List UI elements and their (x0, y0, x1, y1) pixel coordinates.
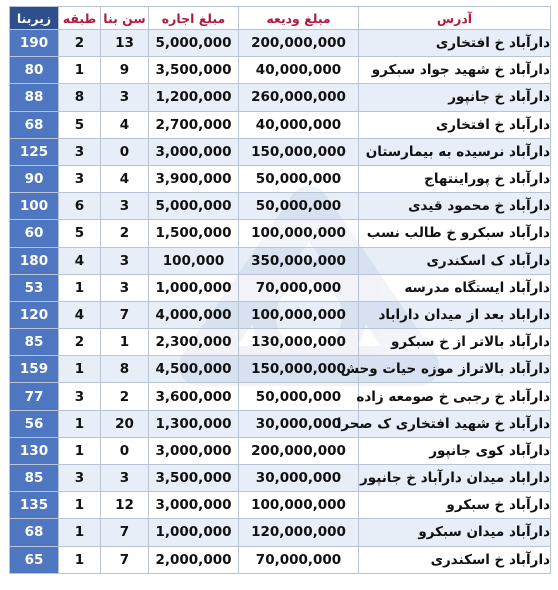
table-row (10, 220, 551, 247)
cell-area: 80 (10, 57, 59, 84)
cell-area: 56 (10, 410, 59, 437)
cell-address: دارآباد خ رجبی خ صومعه زاده (359, 383, 551, 410)
cell-rent: 1,000,000 (149, 274, 239, 301)
cell-age: 1 (101, 329, 149, 356)
cell-age: 3 (101, 247, 149, 274)
cell-deposit: 150,000,000 (239, 356, 359, 383)
table-row (10, 410, 551, 437)
cell-floor: 3 (59, 138, 101, 165)
cell-area: 68 (10, 519, 59, 546)
table-row (10, 165, 551, 192)
cell-floor: 3 (59, 465, 101, 492)
cell-area: 90 (10, 165, 59, 192)
cell-age: 8 (101, 356, 149, 383)
cell-rent: 3,500,000 (149, 57, 239, 84)
table-row (10, 274, 551, 301)
cell-deposit: 120,000,000 (239, 519, 359, 546)
cell-rent: 2,300,000 (149, 329, 239, 356)
cell-rent: 5,000,000 (149, 30, 239, 57)
cell-deposit: 150,000,000 (239, 138, 359, 165)
cell-area: 159 (10, 356, 59, 383)
cell-address: دارآباد نرسیده به بیمارستان (359, 138, 551, 165)
table-row (10, 465, 551, 492)
cell-area: 180 (10, 247, 59, 274)
header-deposit: مبلغ ودیعه (239, 7, 359, 30)
cell-address: دارآباد خ جانپور (359, 84, 551, 111)
cell-age: 3 (101, 465, 149, 492)
cell-floor: 3 (59, 383, 101, 410)
table-row (10, 492, 551, 519)
cell-floor: 5 (59, 111, 101, 138)
cell-rent: 1,200,000 (149, 84, 239, 111)
listing-table-wrapper (9, 6, 550, 582)
cell-area: 100 (10, 193, 59, 220)
header-area: زیربنا (10, 7, 59, 30)
table-row (10, 84, 551, 111)
cell-floor: 1 (59, 57, 101, 84)
cell-age: 7 (101, 301, 149, 328)
cell-address: داراباد بعد از میدان داراباد (359, 301, 551, 328)
cell-floor: 1 (59, 519, 101, 546)
cell-rent: 3,000,000 (149, 138, 239, 165)
cell-address: دارآباد سبکرو خ طالب نسب (359, 220, 551, 247)
cell-rent: 3,000,000 (149, 492, 239, 519)
cell-area: 53 (10, 274, 59, 301)
cell-deposit: 40,000,000 (239, 111, 359, 138)
cell-age: 3 (101, 84, 149, 111)
cell-floor: 1 (59, 546, 101, 573)
cell-floor: 8 (59, 84, 101, 111)
table-row (10, 193, 551, 220)
table-row (10, 138, 551, 165)
cell-area: 88 (10, 84, 59, 111)
cell-rent: 3,000,000 (149, 437, 239, 464)
cell-deposit: 100,000,000 (239, 220, 359, 247)
cell-rent: 1,500,000 (149, 220, 239, 247)
cell-deposit: 30,000,000 (239, 465, 359, 492)
cell-address: دارآباد ک اسکندری (359, 247, 551, 274)
cell-floor: 1 (59, 356, 101, 383)
header-address: آدرس (359, 7, 551, 30)
cell-rent: 3,500,000 (149, 465, 239, 492)
cell-address: داراباد میدان دارآباد خ جانپور (359, 465, 551, 492)
cell-address: دارآباد ایستگاه مدرسه (359, 274, 551, 301)
cell-deposit: 50,000,000 (239, 383, 359, 410)
cell-age: 9 (101, 57, 149, 84)
table-row (10, 247, 551, 274)
table-row (10, 57, 551, 84)
cell-floor: 4 (59, 247, 101, 274)
table-row (10, 329, 551, 356)
cell-age: 4 (101, 165, 149, 192)
cell-area: 130 (10, 437, 59, 464)
cell-deposit: 260,000,000 (239, 84, 359, 111)
cell-rent: 5,000,000 (149, 193, 239, 220)
cell-address: دارآباد خ سبکرو (359, 492, 551, 519)
cell-floor: 4 (59, 301, 101, 328)
cell-address: دارآباد خ محمود قیدی (359, 193, 551, 220)
cell-age: 2 (101, 383, 149, 410)
cell-deposit: 100,000,000 (239, 492, 359, 519)
cell-floor: 2 (59, 329, 101, 356)
table-row (10, 546, 551, 573)
table-row (10, 30, 551, 57)
cell-age: 0 (101, 437, 149, 464)
cell-area: 65 (10, 546, 59, 573)
header-rent: مبلغ اجاره (149, 7, 239, 30)
cell-deposit: 100,000,000 (239, 301, 359, 328)
cell-floor: 1 (59, 274, 101, 301)
cell-age: 13 (101, 30, 149, 57)
cell-area: 77 (10, 383, 59, 410)
cell-area: 85 (10, 465, 59, 492)
table-row (10, 437, 551, 464)
cell-area: 125 (10, 138, 59, 165)
cell-deposit: 50,000,000 (239, 165, 359, 192)
cell-rent: 3,900,000 (149, 165, 239, 192)
cell-address: دارآباد خ شهید جواد سبکرو (359, 57, 551, 84)
cell-rent: 2,700,000 (149, 111, 239, 138)
cell-floor: 1 (59, 492, 101, 519)
cell-age: 3 (101, 193, 149, 220)
cell-rent: 3,600,000 (149, 383, 239, 410)
cell-deposit: 200,000,000 (239, 30, 359, 57)
cell-deposit: 70,000,000 (239, 274, 359, 301)
cell-age: 3 (101, 274, 149, 301)
cell-age: 7 (101, 519, 149, 546)
cell-floor: 3 (59, 165, 101, 192)
cell-deposit: 350,000,000 (239, 247, 359, 274)
cell-area: 68 (10, 111, 59, 138)
cell-age: 4 (101, 111, 149, 138)
cell-address: دارآباد بالاتراز موزه حیات وحش (359, 356, 551, 383)
cell-age: 2 (101, 220, 149, 247)
cell-address: دارآباد کوی جانپور (359, 437, 551, 464)
table-header-row (10, 7, 551, 30)
cell-address: دارآباد خ افتخاری (359, 111, 551, 138)
table-row (10, 301, 551, 328)
table-row (10, 519, 551, 546)
cell-rent: 100,000 (149, 247, 239, 274)
cell-address: دارآباد میدان سبکرو (359, 519, 551, 546)
header-age: سن بنا (101, 7, 149, 30)
cell-area: 60 (10, 220, 59, 247)
cell-age: 7 (101, 546, 149, 573)
cell-deposit: 70,000,000 (239, 546, 359, 573)
cell-rent: 4,500,000 (149, 356, 239, 383)
cell-deposit: 30,000,000 (239, 410, 359, 437)
cell-rent: 1,000,000 (149, 519, 239, 546)
table-row (10, 356, 551, 383)
cell-address: دارآباد خ اسکندری (359, 546, 551, 573)
cell-age: 0 (101, 138, 149, 165)
cell-floor: 1 (59, 410, 101, 437)
cell-floor: 6 (59, 193, 101, 220)
cell-area: 120 (10, 301, 59, 328)
cell-address: دارآباد خ افتخاری (359, 30, 551, 57)
cell-deposit: 40,000,000 (239, 57, 359, 84)
cell-age: 20 (101, 410, 149, 437)
table-row (10, 383, 551, 410)
cell-address: دارآباد خ شهید افتخاری ک صحرا (359, 410, 551, 437)
cell-address: دارآباد خ پوراینتهاج (359, 165, 551, 192)
cell-rent: 1,300,000 (149, 410, 239, 437)
cell-area: 190 (10, 30, 59, 57)
rental-listings-table (9, 6, 551, 574)
cell-deposit: 130,000,000 (239, 329, 359, 356)
cell-area: 135 (10, 492, 59, 519)
cell-floor: 1 (59, 437, 101, 464)
cell-deposit: 50,000,000 (239, 193, 359, 220)
cell-address: دارآباد بالاتر از خ سبکرو (359, 329, 551, 356)
header-floor: طبقه (59, 7, 101, 30)
table-row (10, 111, 551, 138)
cell-age: 12 (101, 492, 149, 519)
cell-rent: 2,000,000 (149, 546, 239, 573)
cell-floor: 5 (59, 220, 101, 247)
cell-deposit: 200,000,000 (239, 437, 359, 464)
cell-floor: 2 (59, 30, 101, 57)
cell-rent: 4,000,000 (149, 301, 239, 328)
cell-area: 85 (10, 329, 59, 356)
